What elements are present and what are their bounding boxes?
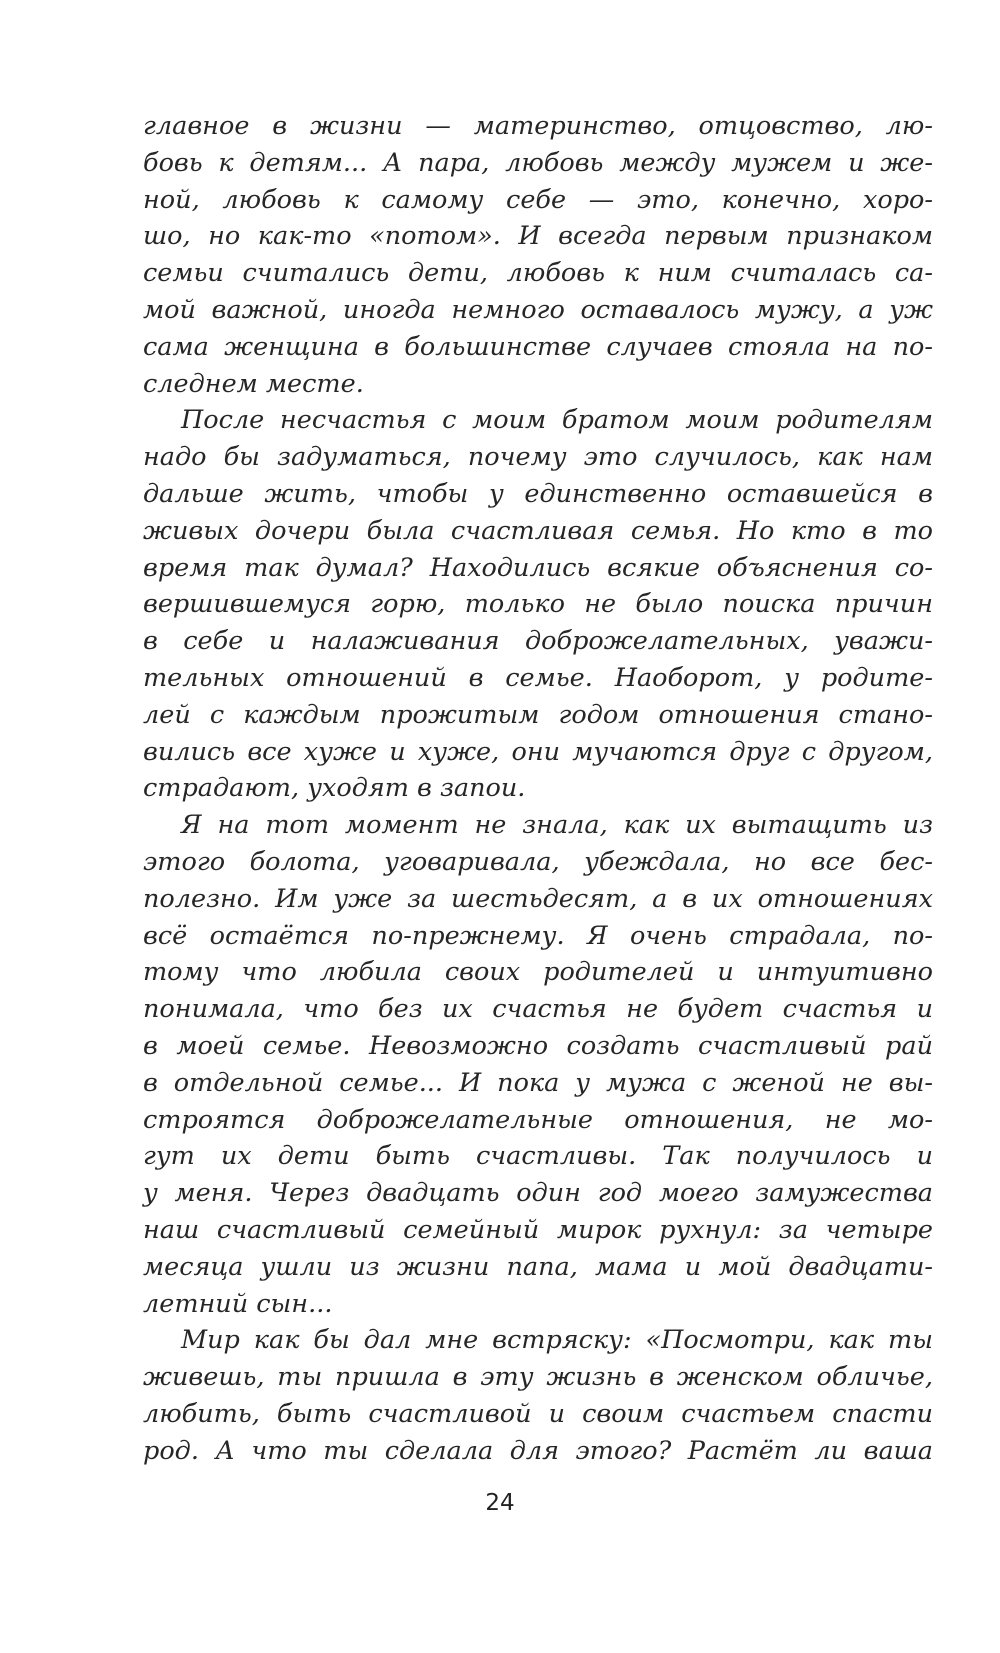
text-line: тому что любила своих родителей и интуитивно bbox=[143, 957, 933, 988]
text-line: полезно. Им уже за шестьдесят, а в их отношениях bbox=[143, 883, 933, 914]
text-line: живешь, ты пришла в эту жизнь в женском обличье, bbox=[143, 1362, 933, 1393]
text-line: в себе и налаживания доброжелательных, уважи- bbox=[143, 626, 933, 657]
text-line: род. А что ты сделала для этого? Растёт ли ваша bbox=[143, 1435, 933, 1466]
text-line: живых дочери была счастливая семья. Но кто в то bbox=[143, 515, 933, 546]
text-line: этого болота, уговаривала, убеждала, но все бес- bbox=[143, 846, 933, 877]
text-line: летний сын... bbox=[143, 1288, 333, 1319]
text-line: время так думал? Находились всякие объяснения со- bbox=[143, 552, 933, 583]
text-line: в моей семье. Невозможно создать счастливый рай bbox=[143, 1030, 933, 1061]
text-line: главное в жизни — материнство, отцовство, лю- bbox=[143, 111, 933, 141]
text-line: понимала, что без их счастья не будет счастья и bbox=[143, 994, 933, 1025]
text-line: После несчастья с моим братом моим родителям bbox=[181, 405, 933, 436]
text-line: вершившемуся горю, только не было поиска причин bbox=[143, 589, 933, 620]
page-number: 24 bbox=[485, 1490, 515, 1516]
text-line: шо, но как-то «потом». И всегда первым признаком bbox=[143, 221, 933, 252]
text-line: мой важной, иногда немного оставалось мужу, а уж bbox=[143, 294, 933, 325]
text-line: вились все хуже и хуже, они мучаются друг с другом, bbox=[143, 736, 933, 767]
text-line: сама женщина в большинстве случаев стояла на по- bbox=[143, 331, 933, 362]
text-line: дальше жить, чтобы у единственно оставшейся в bbox=[143, 478, 933, 509]
text-line: Я на тот момент не знала, как их вытащить из bbox=[181, 810, 933, 841]
text-line: лей с каждым прожитым годом отношения стано- bbox=[143, 699, 933, 730]
text-line: надо бы задуматься, почему это случилось, как нам bbox=[143, 442, 933, 473]
text-line: наш счастливый семейный мирок рухнул: за четыре bbox=[143, 1214, 933, 1245]
text-line: страдают, уходят в запои. bbox=[143, 773, 526, 804]
text-line: любить, быть счастливой и своим счастьем спасти bbox=[143, 1398, 933, 1429]
text-line: бовь к детям... А пара, любовь между мужем и же- bbox=[143, 147, 933, 178]
text-line: гут их дети быть счастливы. Так получилось и bbox=[143, 1141, 933, 1172]
text-line: Мир как бы дал мне встряску: «Посмотри, как ты bbox=[181, 1325, 933, 1356]
body-text bbox=[143, 108, 933, 1469]
text-line: в отдельной семье... И пока у мужа с женой не вы- bbox=[143, 1067, 933, 1098]
text-line: месяца ушли из жизни папа, мама и мой двадцати- bbox=[143, 1251, 933, 1282]
text-line: тельных отношений в семье. Наоборот, у родите- bbox=[143, 662, 933, 693]
text-line: ной, любовь к самому себе — это, конечно, хоро- bbox=[143, 184, 933, 215]
text-line: следнем месте. bbox=[143, 368, 364, 399]
text-line: строятся доброжелательные отношения, не мо- bbox=[143, 1104, 933, 1135]
text-line: семьи считались дети, любовь к ним считалась са- bbox=[143, 258, 933, 289]
text-line: у меня. Через двадцать один год моего замужества bbox=[143, 1178, 933, 1209]
text-line: всё остаётся по-прежнему. Я очень страдала, по- bbox=[143, 920, 933, 951]
